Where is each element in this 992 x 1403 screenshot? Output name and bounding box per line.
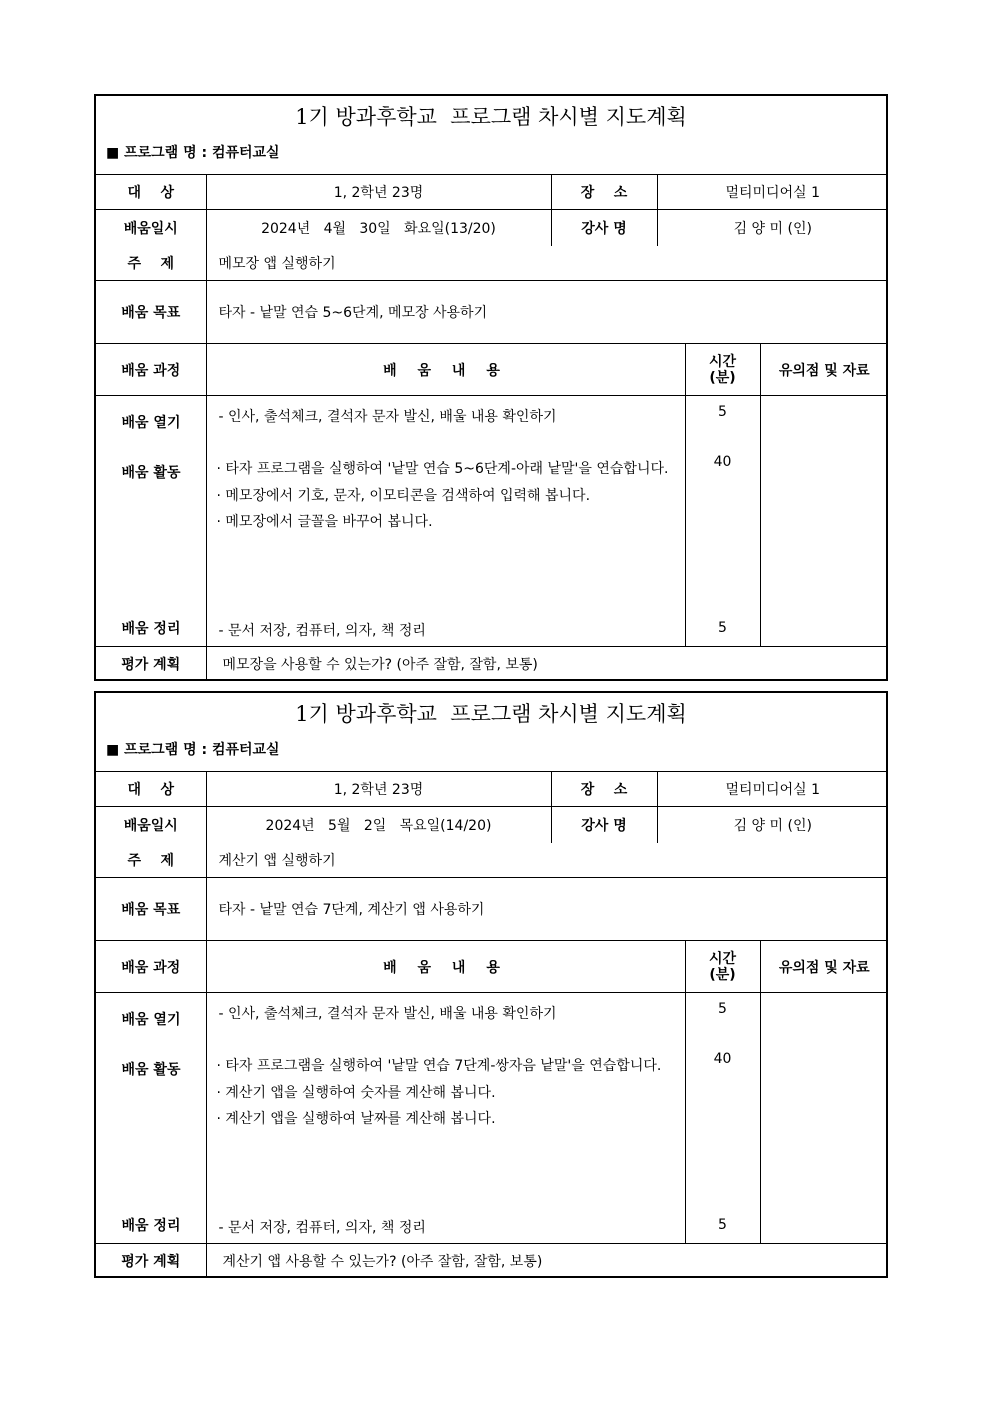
time-activity: 40 [713, 454, 732, 470]
target-value: 1, 2학년 23명 [206, 175, 551, 210]
close-text: - 문서 저장, 컴퓨터, 의자, 책 정리 [218, 1220, 426, 1236]
notes-cell [760, 396, 888, 647]
target-label: 대 상 [96, 772, 206, 807]
time-open: 5 [718, 404, 727, 420]
stage-close: 배움 정리 [121, 1218, 181, 1234]
time-close: 5 [718, 620, 727, 636]
stage-activity: 배움 활동 [121, 1062, 181, 1078]
goal-value: 타자 - 낱말 연습 7단계, 계산기 앱 사용하기 [206, 878, 888, 941]
topic-label: 주 제 [96, 843, 206, 878]
instructor-label: 강사 명 [551, 210, 657, 246]
place-value: 멀티미디어실 1 [657, 772, 888, 807]
instructor-label: 강사 명 [551, 807, 657, 843]
eval-value: 계산기 앱 사용할 수 있는가? (아주 잘함, 잘함, 보통) [206, 1244, 888, 1278]
open-text: - 인사, 출석체크, 결석자 문자 발신, 배울 내용 확인하기 [218, 1006, 557, 1022]
notes-header: 유의점 및 자료 [760, 941, 888, 993]
activity-list [217, 456, 681, 536]
time-header-line1: 시간 [708, 353, 737, 370]
eval-label: 평가 계획 [96, 647, 206, 681]
activity-item: · 타자 프로그램을 실행하여 '낱말 연습 7단계-쌍자음 낱말'을 연습합니다. [216, 1058, 662, 1074]
times-cell [685, 993, 760, 1244]
plan-title: 1기 방과후학교 프로그램 차시별 지도계획 [295, 702, 687, 726]
content-cell [206, 993, 685, 1244]
target-label: 대 상 [96, 175, 206, 210]
program-name: ■ 프로그램 명 : 컴퓨터교실 [106, 742, 280, 758]
lesson-plan-2 [94, 691, 888, 1278]
content-cell [206, 396, 685, 647]
plan-table-main [96, 843, 888, 1278]
time-header-line2: (분) [709, 369, 736, 386]
plan-table-main [96, 246, 888, 681]
date-label: 배움일시 [96, 210, 206, 246]
stage-activity: 배움 활동 [121, 465, 181, 481]
close-text: - 문서 저장, 컴퓨터, 의자, 책 정리 [218, 623, 426, 639]
goal-label: 배움 목표 [96, 878, 206, 941]
time-close: 5 [718, 1217, 727, 1233]
place-value: 멀티미디어실 1 [657, 175, 888, 210]
activity-item: · 타자 프로그램을 실행하여 '낱말 연습 5~6단계-아래 낱말'을 연습합니다. [216, 461, 669, 477]
goal-value: 타자 - 낱말 연습 5~6단계, 메모장 사용하기 [206, 281, 888, 344]
date-label: 배움일시 [96, 807, 206, 843]
notes-header: 유의점 및 자료 [760, 344, 888, 396]
stages-cell [96, 993, 206, 1244]
content-header: 배 움 내 용 [206, 941, 685, 993]
place-label: 장 소 [551, 175, 657, 210]
activity-item: · 계산기 앱을 실행하여 날짜를 계산해 봅니다. [216, 1111, 496, 1127]
time-header-line2: (분) [709, 966, 736, 983]
time-open: 5 [718, 1001, 727, 1017]
goal-label: 배움 목표 [96, 281, 206, 344]
time-header [685, 941, 760, 993]
notes-cell [760, 993, 888, 1244]
program-name: ■ 프로그램 명 : 컴퓨터교실 [106, 145, 280, 161]
instructor-value: 김 양 미 (인) [657, 210, 888, 246]
instructor-value: 김 양 미 (인) [657, 807, 888, 843]
plan-table [96, 771, 888, 843]
activity-item: · 계산기 앱을 실행하여 숫자를 계산해 봅니다. [216, 1084, 496, 1101]
date-value: 2024년 4월 30일 화요일(13/20) [206, 210, 551, 246]
eval-label: 평가 계획 [96, 1244, 206, 1278]
stage-open: 배움 열기 [121, 415, 181, 431]
date-value: 2024년 5월 2일 목요일(14/20) [206, 807, 551, 843]
times-cell [685, 396, 760, 647]
activity-item: · 메모장에서 글꼴을 바꾸어 봅니다. [216, 514, 433, 530]
open-text: - 인사, 출석체크, 결석자 문자 발신, 배울 내용 확인하기 [218, 409, 557, 425]
process-label: 배움 과정 [96, 344, 206, 396]
topic-value: 계산기 앱 실행하기 [206, 843, 888, 878]
time-header-line1: 시간 [708, 950, 737, 967]
time-activity: 40 [713, 1051, 732, 1067]
stage-close: 배움 정리 [121, 621, 181, 637]
target-value: 1, 2학년 23명 [206, 772, 551, 807]
eval-value: 메모장을 사용할 수 있는가? (아주 잘함, 잘함, 보통) [206, 647, 888, 681]
stage-open: 배움 열기 [121, 1012, 181, 1028]
content-header: 배 움 내 용 [206, 344, 685, 396]
place-label: 장 소 [551, 772, 657, 807]
stages-cell [96, 396, 206, 647]
plan-title: 1기 방과후학교 프로그램 차시별 지도계획 [295, 105, 687, 129]
time-header [685, 344, 760, 396]
process-label: 배움 과정 [96, 941, 206, 993]
activity-list [217, 1053, 681, 1133]
topic-value: 메모장 앱 실행하기 [206, 246, 888, 281]
topic-label: 주 제 [96, 246, 206, 281]
plan-table [96, 174, 888, 246]
lesson-plan-1 [94, 94, 888, 681]
activity-item: · 메모장에서 기호, 문자, 이모티콘을 검색하여 입력해 봅니다. [216, 487, 591, 504]
